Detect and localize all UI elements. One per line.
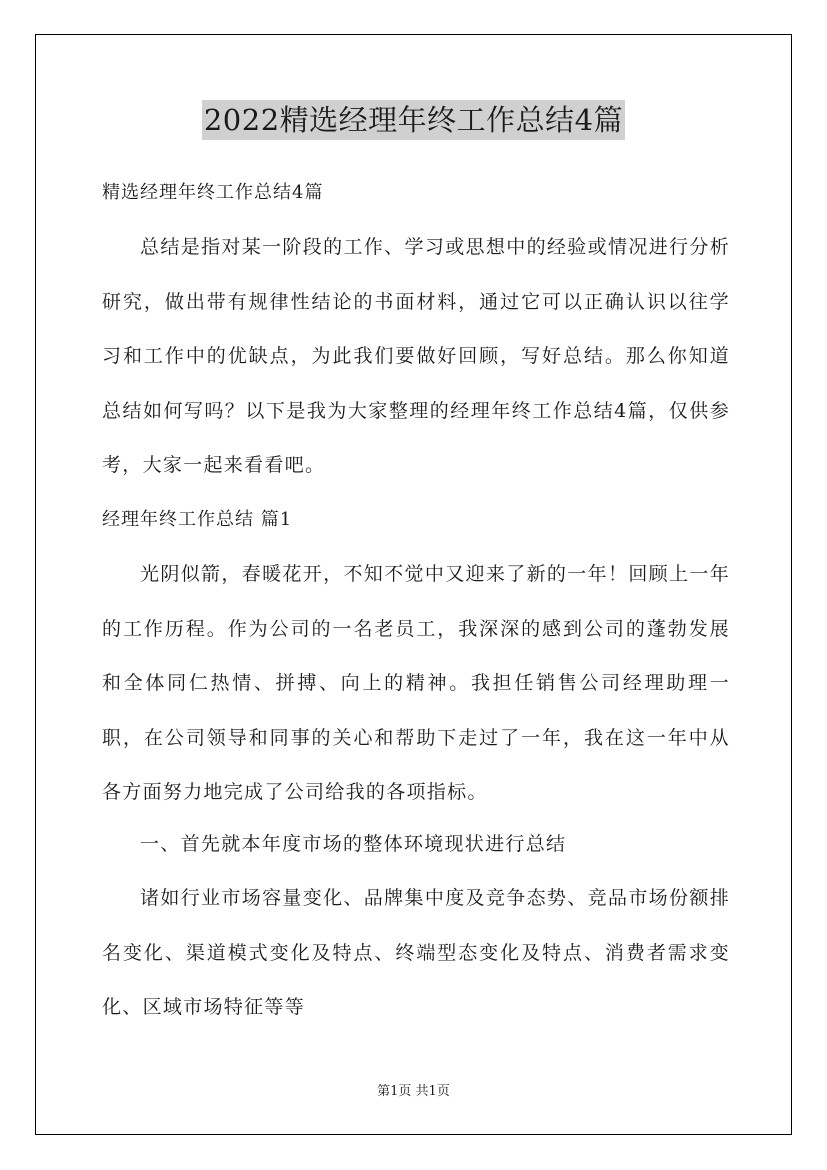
- point-heading: 一、首先就本年度市场的整体环境现状进行总结: [140, 833, 567, 855]
- document-title: 2022精选经理年终工作总结4篇: [202, 100, 625, 140]
- page-footer: 第1页 共1页: [377, 1084, 450, 1099]
- body-paragraph-1: 光阴似箭，春暖花开，不知不觉中又迎来了新的一年！回顾上一年的工作历程。作为公司的一名老员工，我深深的感到公司的蓬勃发展和全体同仁热情、拼搏、向上的精神。我担任销售公司经理助理一职，在公司领导和同事的关心和帮助下走过了一年，我在这一年中从各方面努力地完成了公司给我的各项指标。: [102, 563, 730, 803]
- document-subtitle: 精选经理年终工作总结4篇: [102, 182, 324, 203]
- intro-paragraph: 总结是指对某一阶段的工作、学习或思想中的经验或情况进行分析研究，做出带有规律性结论的书面材料，通过它可以正确认识以往学习和工作中的优缺点，为此我们要做好回顾，写好总结。那么你知道总结如何写吗？以下是我为大家整理的经理年终工作总结4篇，仅供参考，大家一起来看看吧。: [102, 236, 730, 476]
- section-heading: 经理年终工作总结 篇1: [102, 509, 293, 530]
- body-paragraph-2: 诸如行业市场容量变化、品牌集中度及竞争态势、竞品市场份额排名变化、渠道模式变化及特点、终端型态变化及特点、消费者需求变化、区域市场特征等等: [102, 887, 730, 1018]
- title-container: [0, 100, 827, 140]
